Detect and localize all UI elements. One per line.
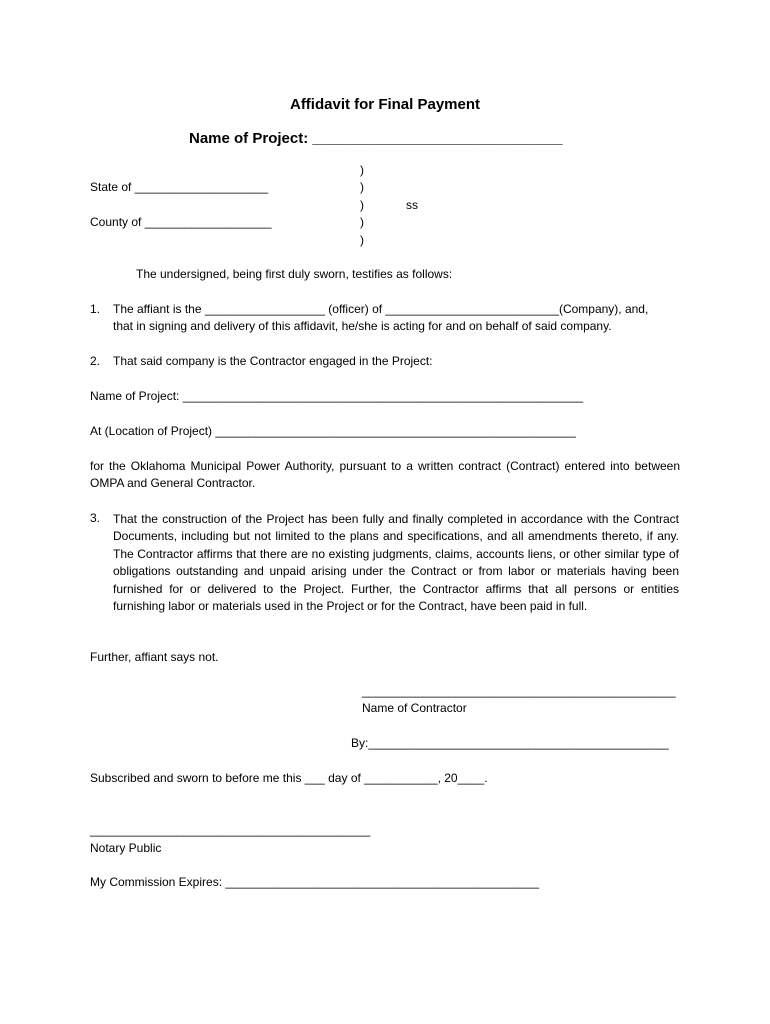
further-text: Further, affiant says not. bbox=[90, 650, 219, 664]
item-2-number: 2. bbox=[90, 354, 101, 368]
contractor-name-label: Name of Contractor bbox=[362, 701, 467, 715]
county-field: County of ___________________ bbox=[90, 215, 272, 229]
notary-signature-line: __________________________________________ bbox=[90, 823, 371, 837]
item-1-line-2: that in signing and delivery of this affidavit, he/she is acting for and on behalf of said company. bbox=[113, 319, 612, 333]
item-1-line-1: The affiant is the __________________ (officer) of __________________________(Company), and, bbox=[113, 302, 649, 316]
commission-expires-line: My Commission Expires: _______________________________________________ bbox=[90, 875, 540, 889]
project-name-line: Name of Project: ____________________________________________________________ bbox=[90, 389, 584, 403]
state-field: State of ____________________ bbox=[90, 180, 269, 194]
item-3-number: 3. bbox=[90, 511, 101, 525]
document-title: Affidavit for Final Payment bbox=[289, 96, 481, 113]
subscribed-line: Subscribed and sworn to before me this ___ day of ___________, 20____. bbox=[90, 771, 488, 785]
item-1-number: 1. bbox=[90, 302, 101, 316]
venue-paren: ) bbox=[360, 215, 364, 229]
venue-paren: ) bbox=[360, 163, 364, 177]
project-location-line: At (Location of Project) ______________________________________________________ bbox=[90, 424, 576, 438]
by-signature-line: By:_____________________________________________ bbox=[351, 736, 669, 750]
ompa-paragraph: for the Oklahoma Municipal Power Authority, pursuant to a written contract (Contract) entered into between OMPA and General Contractor. bbox=[90, 459, 680, 491]
notary-public-label: Notary Public bbox=[90, 841, 162, 855]
venue-paren: ) bbox=[360, 180, 364, 194]
item-3-text: That the construction of the Project has been fully and finally completed in accordance with the Contract Documents, including but not limited to the plans and specifications, and all amendments thereto, if any. The Contractor affirms that there are no existing judgments, claims, accounts liens, or other similar type of obligations outstanding and unpaid arising under the Contract or from labor or materials having been furnished for or delivered to the Project. Further, the Contractor affirms that all persons or entities furnishing labor or materials used in the Project or for the Contract, have been paid in full. bbox=[113, 512, 679, 614]
ss-label: ss bbox=[406, 198, 418, 212]
project-name-header: Name of Project: ______________________________ bbox=[189, 130, 563, 147]
item-2-text: That said company is the Contractor engaged in the Project: bbox=[113, 354, 433, 368]
intro-text: The undersigned, being first duly sworn, testifies as follows: bbox=[136, 267, 453, 281]
contractor-signature-line: _______________________________________________ bbox=[362, 684, 676, 698]
venue-paren: ) bbox=[360, 233, 364, 247]
venue-paren: ) bbox=[360, 198, 364, 212]
